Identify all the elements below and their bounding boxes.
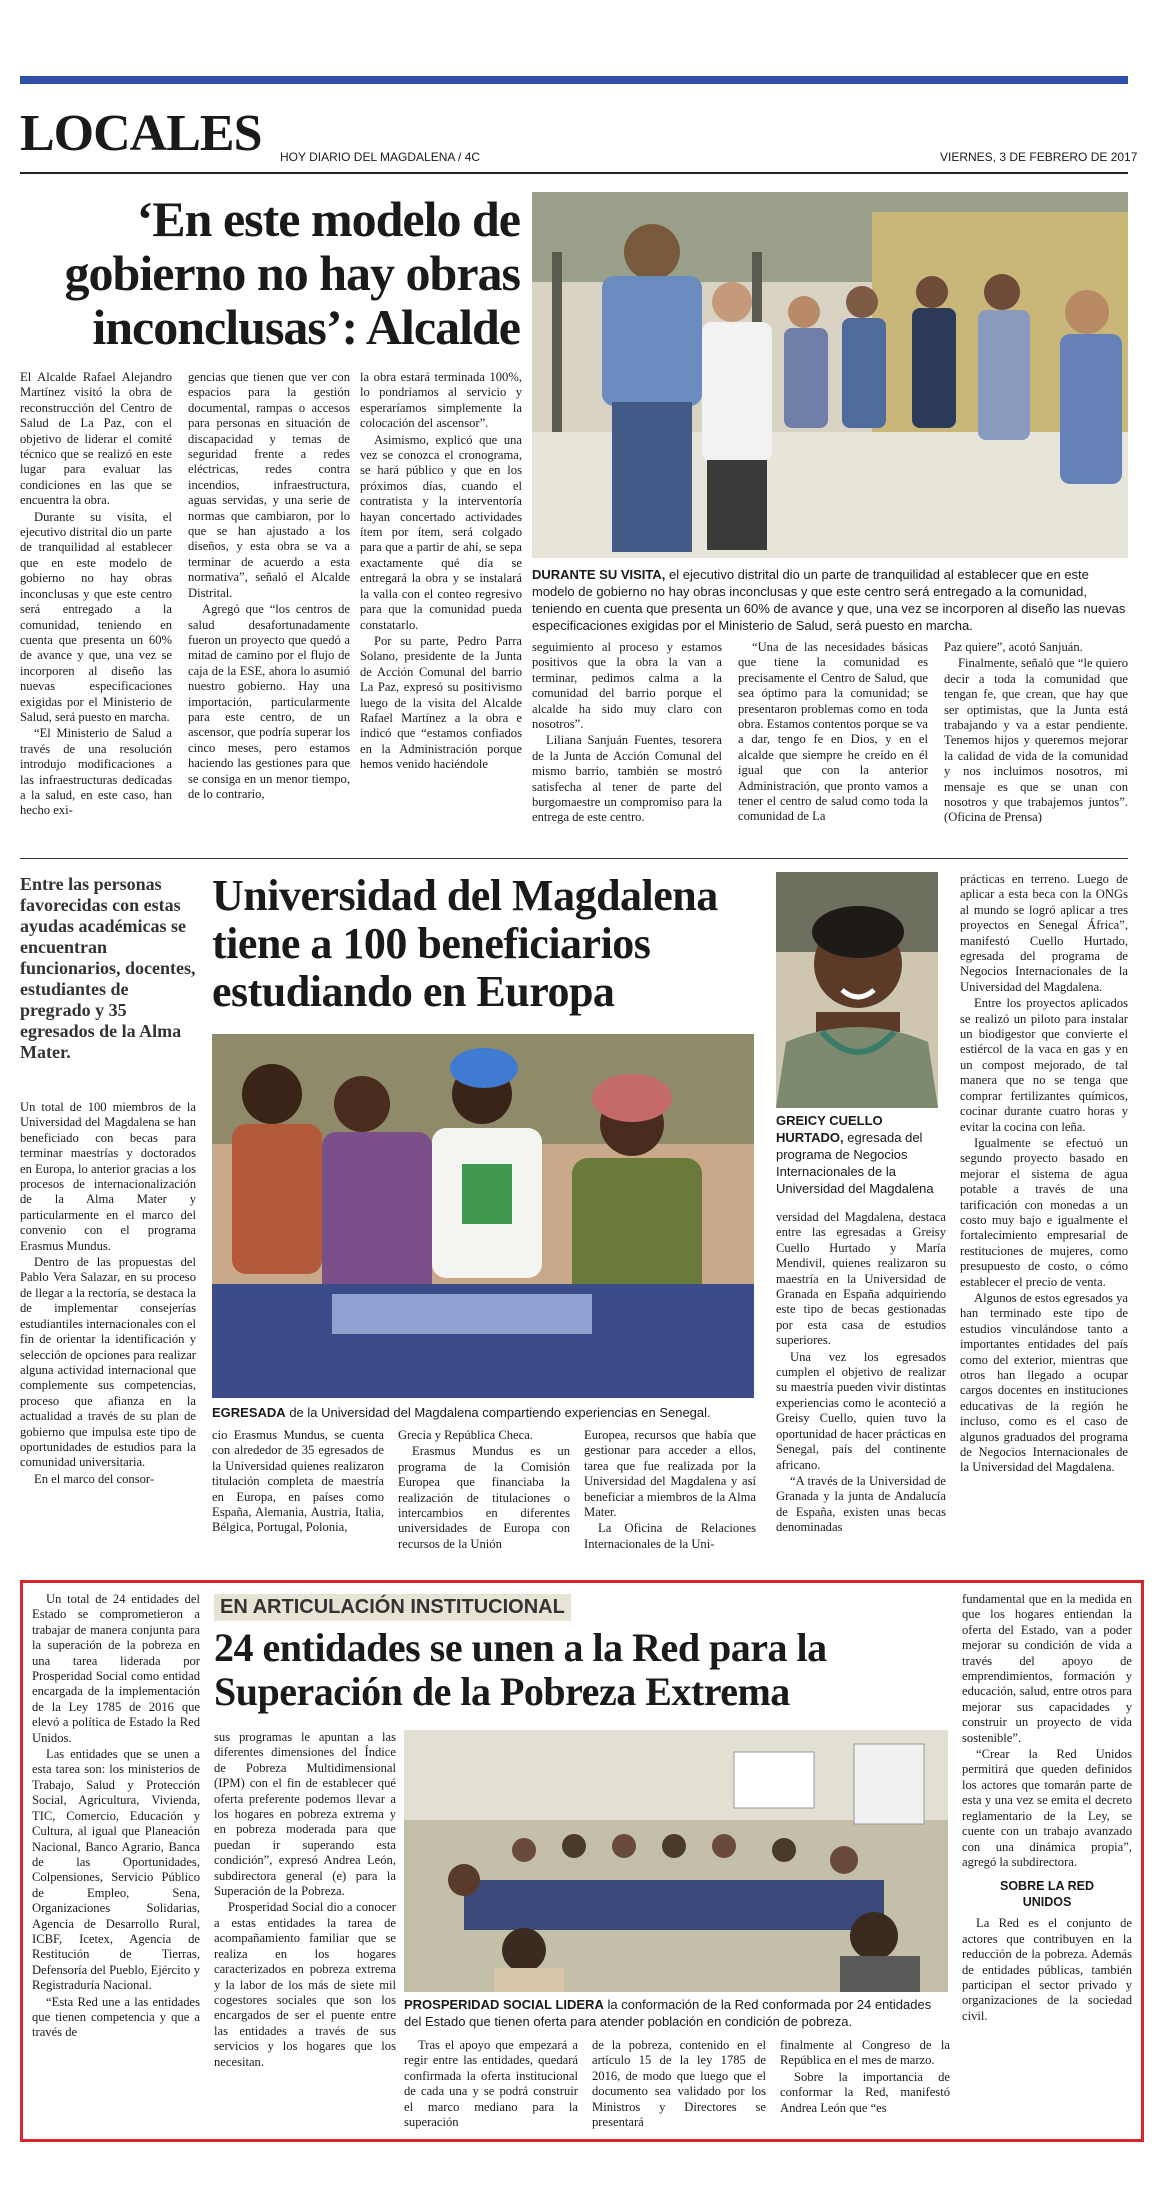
story3-column-6	[962, 1592, 1132, 2025]
story2-headline: Universidad del Magdalena tiene a 100 beneficiarios estudiando en Europa	[212, 871, 718, 1016]
paragraph: Agregó que “los centros de salud desafortunadamente fueron un proyecto que quedó a mitad de camino por el flujo de caja de la ESE, ahora lo asumió nuestro gobierno. Hay una importación, particularmente para este centro, de un ascensor, que podría superar los cinco meses, pero estamos haciendo las gestiones para que se consiga en un menor tiempo, de lo contrario,	[188, 602, 350, 801]
issue-date: VIERNES, 3 DE FEBRERO DE 2017	[940, 150, 1138, 164]
story3-photo	[404, 1730, 948, 1992]
story1-column-1	[20, 370, 172, 820]
story2-portrait	[776, 872, 938, 1108]
paragraph: fundamental que en la medida en que los hogares entiendan la oferta del Estado, van a poder mejorar su condición de vida a través del apoyo de emprendimientos, formación y educación, salud, entre otros para mejorar sus capacidades y construir un proyecto de vida sostenible”.	[962, 1592, 1132, 1745]
paragraph: “Crear la Red Unidos permitirá que queden definidos los actores que tomarán parte de esta y una vez se emita el decreto reglamentario de la Ley, se cuente con un trabajo avanzado con una dinámica propia”, agregó la subdirectora.	[962, 1747, 1132, 1869]
paragraph: Igualmente se efectuó un segundo proyecto basado en mejorar el sistema de agua potable a través de una tarificación con monedas a un costo muy bajo e igualmente el fortalecimiento empresarial de restituciones de mujeres, como presupuesto de costo, o cómo establecer el precio de venta.	[960, 1135, 1128, 1289]
story3-column-1	[32, 1592, 200, 2042]
top-rule	[20, 76, 1128, 84]
story3-column-3	[404, 2038, 578, 2131]
paragraph: Por su parte, Pedro Parra Solano, presidente de la Junta de Acción Comunal del barrio La Paz, expresó su positivismo luego de la visita del Alcalde Rafael Martínez a la obra e indicó que “estamos confiados en la Administración porque hemos venido haciéndole	[360, 633, 522, 772]
story2-column-4	[584, 1428, 756, 1553]
paragraph: Prosperidad Social dio a conocer a estas entidades la tarea de acompañamiento familiar que se realiza en los hogares caracterizados en pobreza extrema y la labor de los más de siete mil cogestores sociales que son los encargados de ser el puente entre las entidades a través de sus servicios y los hogares que los necesitan.	[214, 1900, 396, 2069]
caption-lead: EGRESADA	[212, 1405, 286, 1420]
paragraph: cio Erasmus Mundus, se cuenta con alrededor de 35 egresados de la Universidad quienes realizaron titulación completa de maestría en Europa, en países como España, Alemania, Austria, Italia, Bélgica, Portugal, Polonia,	[212, 1428, 384, 1535]
paragraph: “Esta Red une a las entidades que tienen competencia y que a través de	[32, 1994, 200, 2040]
story2-column-1	[20, 1100, 196, 1488]
masthead-rule	[20, 172, 1128, 174]
paragraph: Una vez los egresados cumplen el objetivo de realizar su maestría pueden vivir distintas experiencias como le aconteció a Greisy Cuello, quien tuvo la oportunidad de hacer prácticas en Senegal, país del continente africano.	[776, 1349, 946, 1472]
paragraph: Finalmente, señaló que “le quiero decir a toda la comunidad que tengan fe, que crean, que hay que ser optimistas, que la Junta está trabajando y va a estar pendiente. Tenemos hijos y queremos mejorar la calidad de vida de la comunidad y nos incluimos nosotros, mi mensaje es que se unan con nosotros y que trabajemos juntos”.(Oficina de Prensa)	[944, 656, 1128, 825]
story3-photo-caption	[404, 1996, 952, 2030]
paragraph: Las entidades que se unen a esta tarea son: los ministerios de Trabajo, Salud y Protección Social, Agricultura, Vivienda, TIC, Comercio, Educación y Cultura, al igual que Planeación Nacional, Banco Agrario, Banca de las Oportunidades, Colpensiones, Servicio Público de Empleo, Sena, Organizaciones Solidarias, Agencia de Desarrollo Rural, ICBF, Icetex, Agencia de Restitución de Tierras, Defensoría del Pueblo, Ejército y Registraduría Nacional.	[32, 1747, 200, 1993]
story3-column-2	[214, 1730, 396, 2071]
paragraph: Grecia y República Checa.	[398, 1428, 533, 1442]
paragraph: prácticas en terreno. Luego de aplicar a esta beca con la ONGs al mundo se logró aplicar a tres proyectos en Senegal África”, manifestó Cuello Hurtado, egresada del programa de Negocios Internacionales de la Universidad del Magdalena.	[960, 872, 1128, 994]
paragraph: En el marco del consor-	[34, 1471, 155, 1486]
paragraph: Un total de 24 entidades del Estado se comprometieron a trabajar de manera conjunta para la superación de la pobreza en una tarea liderada por Prosperidad Social como entidad encargada de la implementación de la Ley 1785 de 2016 que elevó a política de Estado la Red Unidos.	[32, 1592, 200, 1745]
paragraph: La Red es el conjunto de actores que contribuyen en la reducción de la pobreza. Además de entidades públicas, también participan el sector privado y organizaciones de la sociedad civil.	[962, 1916, 1132, 2023]
paragraph: Liliana Sanjuán Fuentes, tesorera de la Junta de Acción Comunal del mismo barrio, también se mostró satisfecha al tener de parte del burgomaestre un compromiso para la entrega de este centro.	[532, 733, 722, 825]
caption-text: de la Universidad del Magdalena compartiendo experiencias en Senegal.	[289, 1405, 711, 1420]
story3-column-4	[592, 2038, 766, 2131]
paragraph: Sobre la importancia de conformar la Red, manifestó Andrea León que “es	[780, 2069, 950, 2115]
paper-name: HOY DIARIO DEL MAGDALENA / 4C	[280, 150, 481, 164]
paragraph: Europea, recursos que había que gestionar para acceder a ellos, tarea que fue realizada por la Universidad del Magdalena y así beneficiar a miembros de la Alma Mater.	[584, 1428, 756, 1520]
story2-column-3	[398, 1428, 570, 1553]
story1-column-5	[738, 640, 928, 826]
paragraph: Dentro de las propuestas del Pablo Vera Salazar, en su proceso de llegar a la rectoría, se destaca la de implementar consejerías estudiantiles internacionales con el fin de orientar la identificación y selección de opciones para realizar alguna actividad internacional que complemente sus competencias, proceso que afianza en la actualidad a través de su plan de gobierno que impulsa este tipo de oportunidades de estudios para la comunidad universitaria.	[20, 1255, 196, 1470]
paragraph: “Una de las necesidades básicas que tiene la comunidad es precisamente el Centro de Salud, que sea óptimo para la comunidad; se presentaron problemas como en toda obra. Estamos contentos porque se va a dar, tengo fe en Dios, y en el alcalde que siempre he creído en él igual que con la anterior Administración, que pronto vamos a tener el centro de salud como toda la comunidad de La	[738, 640, 928, 824]
story3-headline: 24 entidades se unen a la Red para la Superación de la Pobreza Extrema	[214, 1625, 827, 1714]
caption-lead: PROSPERIDAD SOCIAL LIDERA	[404, 1997, 604, 2012]
caption-lead: GREICY CUELLO HURTADO,	[776, 1113, 883, 1145]
paragraph: Durante su visita, el ejecutivo distrital dio un parte de tranquilidad al establecer que en este modelo de gobierno no hay obras inconclusas y que este centro será entregado a la comunidad, teniendo en cuenta que presenta un 60% de avance y que, una vez se incorporen al diseño las nuevas especificaciones exigidas por el Ministerio de Salud, será puesto en marcha.	[20, 509, 172, 724]
paragraph: “El Ministerio de Salud a través de una resolución introdujo modificaciones a las infraestructuras dedicadas a la salud, en este caso, han hecho exi-	[20, 726, 172, 818]
paragraph: seguimiento al proceso y estamos positivos que la obra la van a terminar, pedimos calma a la comunidad del barrio porque el alcalde ha sido muy claro con nosotros”.	[532, 640, 722, 732]
story1-column-6	[944, 640, 1128, 827]
paragraph: Erasmus Mundus es un programa de la Comisión Europea que financiaba la realización de titulaciones o intercambios en diferentes universidades de Europa con recursos de la Unión	[398, 1444, 570, 1551]
paragraph: la obra estará terminada 100%, lo pondríamos al servicio y esperaríamos simplemente la colocación del ascensor”.	[360, 370, 522, 431]
story1-column-4	[532, 640, 722, 827]
story1-column-3	[360, 370, 522, 774]
story2-photo-caption	[212, 1404, 772, 1421]
paragraph: “A través de la Universidad de Granada y la junta de Andalucía de España, existen unas becas denominadas	[776, 1473, 946, 1535]
paragraph: Algunos de estos egresados ya han terminado este tipo de estudios vinculándose tanto a importantes entidades del país como del exterior, mientras que otros han llegado a ocupar cargos docentes en instituciones educativas de la región he incluso, como es el caso de algunos graduados del programa de Negocios Internacionales de la Universidad del Magdalena.	[960, 1290, 1128, 1475]
paragraph: sus programas le apuntan a las diferentes dimensiones del Índice de Pobreza Multidimensional (IPM) con el fin de establecer qué oferta preferente podemos llevar a los hogares en pobreza extrema y en pobreza moderada para que puedan ir superando esta condición”, expresó Andrea León, subdirectora general (e) para la Superación de la Pobreza.	[214, 1730, 396, 1899]
story1-headline: ‘En este modelo de gobierno no hay obras inconclusas’: Alcalde	[64, 191, 520, 355]
paragraph: Entre los proyectos aplicados se realizó un piloto para instalar un biodigestor que convierte el estiércol de la vaca en gas y en un compost mejorado, de tal manera que no se tenga que comprar fertilizantes químicos, cocinar durante cuatro horas y evitar la cocina con leña.	[960, 996, 1128, 1134]
paragraph: gencias que tienen que ver con espacios para la gestión documental, rampas o accesos para personas en situación de discapacidad y temas de seguridad frente a redes eléctricas, redes contra incendios, infraestructura, aguas servidas, y una serie de normas que cambiaron, por lo que se han ajustado a los diseños, y esta obra se va a terminar de acuerdo a esta normativa”, señaló el Alcalde Distrital.	[188, 370, 350, 600]
caption-text: el ejecutivo distrital dio un parte de tranquilidad al establecer que en este modelo de gobierno no hay obras inconclusas y que este centro será entregado a la comunidad, teniendo en cuenta que presenta un 60% de avance y que, una vez se incorporen al diseño las nuevas especificaciones exigidas por el Ministerio de Salud, será puesto en marcha.	[532, 567, 1126, 633]
paragraph: Tras el apoyo que empezará a regir entre las entidades, quedará confirmada la oferta institucional de cada una y se podrá construir el marco mediano para la superación	[404, 2038, 578, 2130]
story2-column-6	[960, 872, 1128, 1477]
paragraph: Un total de 100 miembros de la Universidad del Magdalena se han beneficiado con becas para terminar maestrías y doctorados en Europa, lo anterior gracias a los procesos de internacionalización de la Alma Mater y particularmente en el marco del convenio con el programa Erasmus Mundus.	[20, 1100, 196, 1253]
story3-kicker: EN ARTICULACIÓN INSTITUCIONAL	[214, 1594, 571, 1621]
story1-photo-caption	[532, 566, 1128, 634]
story2-photo	[212, 1034, 754, 1398]
story1-column-2	[188, 370, 350, 803]
story3-subhead: SOBRE LA RED UNIDOS	[1000, 1879, 1094, 1910]
paragraph: Asimismo, explicó que una vez se conozca el cronograma, se hará público y que en los próximos días, cuando el contratista y la interventoría hayan concertado actividades ítem por ítem, será colgado para que a partir de ahí, se sepa exactamente qué día se entregará la obra y se instalará la valla con el conteo regresivo para que la comunidad pueda constatarlo.	[360, 432, 522, 632]
story2-sidebar-blurb: Entre las personas favorecidas con estas ayudas académicas se encuentran funcionarios, docentes, estudiantes de pregrado y 35 egresados de la Alma Mater.	[20, 874, 196, 1062]
story2-column-5	[776, 1210, 946, 1537]
story1-photo	[532, 192, 1128, 558]
story2-portrait-caption	[776, 1112, 946, 1197]
paragraph: El Alcalde Rafael Alejandro Martínez visitó la obra de reconstrucción del Centro de Salud de La Paz, con el objetivo de liderar el comité técnico que se realizó en este lugar para evaluar las condiciones en las que se encuentra la obra.	[20, 370, 172, 508]
section-divider	[20, 858, 1128, 859]
section-title: LOCALES	[20, 105, 262, 162]
story3-column-5	[780, 2038, 950, 2117]
paragraph: Paz quiere”, acotó Sanjuán.	[944, 640, 1083, 654]
paragraph: versidad del Magdalena, destaca entre las egresadas a Greisy Cuello Hurtado y María Mendivil, quienes realizaron su maestría en la Universidad de Granada en España adquiriendo este tipo de becas gestionadas por esta casa de estudios superiores.	[776, 1210, 946, 1348]
paragraph: La Oficina de Relaciones Internacionales de la Uni-	[584, 1521, 756, 1551]
paragraph: de la pobreza, contenido en el artículo 15 de la ley 1785 de 2016, de modo que luego que el documento sea validado por los Ministros y Directores se presentará	[592, 2038, 766, 2130]
caption-text: la conformación de la Red conformada por 24 entidades del Estado que tienen oferta para atender población en condición de pobreza.	[404, 1997, 932, 2029]
story2-column-2	[212, 1428, 384, 1537]
caption-text: egresada del programa de Negocios Internacionales de la Universidad del Magdalena	[776, 1130, 934, 1196]
caption-lead: DURANTE SU VISITA,	[532, 567, 666, 582]
paragraph: finalmente al Congreso de la República en el mes de marzo.	[780, 2038, 950, 2068]
